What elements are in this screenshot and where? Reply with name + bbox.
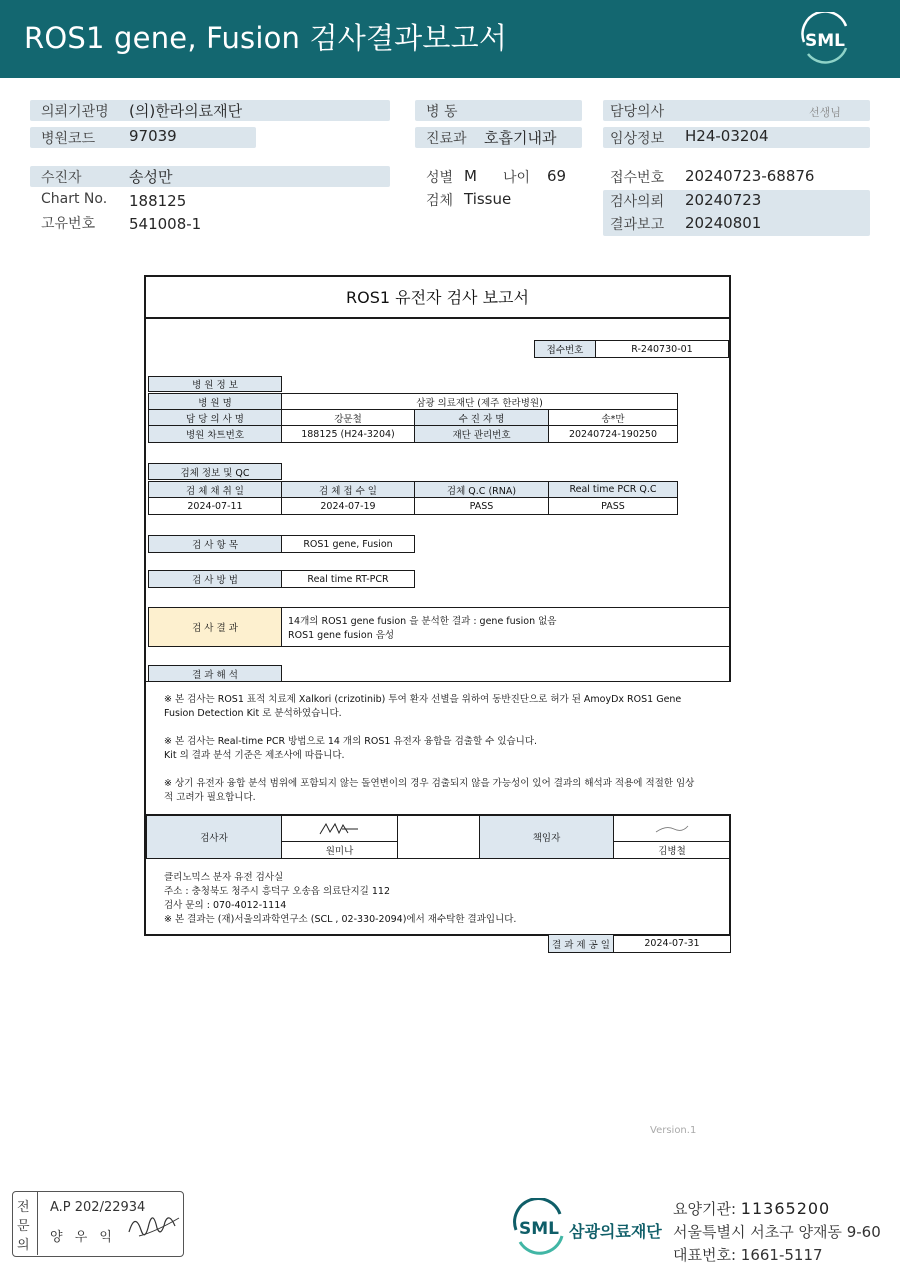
issue-date-label: 결 과 제 공 일 (548, 934, 614, 953)
footer-phone: 1661-5117 (740, 1246, 823, 1264)
sex-value: M (464, 167, 477, 185)
qc-value-2: PASS (414, 497, 549, 515)
foundation-no-label: 재단 관리번호 (414, 425, 549, 443)
doctor-name-value: 강문철 (281, 409, 415, 426)
specimen-qc-section: 검체 정보 및 QC (148, 463, 282, 480)
tester-signature-icon (318, 820, 362, 838)
dept-label: 진료과 (426, 131, 467, 147)
sex-label: 성별 (426, 170, 454, 186)
stamp-ap-number: A.P 202/22934 (50, 1200, 146, 1215)
specimen-label: 검체 (426, 193, 454, 209)
hospital-info-section: 병 원 정 보 (148, 376, 282, 392)
tester-signature (281, 815, 398, 842)
supervisor-signature (613, 815, 731, 842)
qc-value-3: PASS (548, 497, 678, 515)
stamp-char-2: 문 (17, 1219, 30, 1234)
request-label: 검사의뢰 (610, 194, 665, 210)
footer-phone-label: 대표번호: (673, 1246, 737, 1264)
hospital-code-value: 97039 (129, 127, 177, 145)
receipt-no-value: R-240730-01 (595, 340, 729, 358)
tester-label: 검사자 (146, 815, 282, 859)
patient-name-label: 수진자 (41, 170, 82, 186)
qc-header-2: 검체 Q.C (RNA) (414, 481, 549, 498)
doctor-label: 담당의사 (610, 104, 665, 120)
receipt-value: 20240723-68876 (685, 167, 815, 185)
receipt-label: 접수번호 (610, 170, 665, 186)
sml-logo-icon (796, 12, 854, 64)
test-method-value: Real time RT-PCR (281, 570, 415, 588)
ward-label: 병 동 (426, 104, 458, 120)
supervisor-signature-icon (652, 821, 692, 837)
foundation-no-value: 20240724-190250 (548, 425, 678, 443)
result-box (281, 607, 731, 647)
scanned-report-title: ROS1 유전자 검사 보고서 (146, 277, 729, 319)
request-value: 20240723 (685, 191, 762, 209)
report-date-value: 20240801 (685, 214, 762, 232)
sml-logo-text: SML (805, 31, 845, 51)
stamp-doctor-name: 양 우 익 (50, 1230, 116, 1245)
unique-id-value: 541008-1 (129, 215, 202, 233)
footer-code: 11365200 (740, 1199, 831, 1218)
chart-no-value: 188125 (129, 192, 187, 210)
header-band (0, 0, 900, 78)
patient-name-value-cell: 송*만 (548, 409, 678, 426)
qc-header-3: Real time PCR Q.C (548, 481, 678, 498)
footer-phone-row (673, 1244, 823, 1265)
chart-no-label-cell: 병원 차트번호 (148, 425, 282, 443)
test-item-value: ROS1 gene, Fusion (281, 535, 415, 553)
interpretation-section: 결 과 해 석 (148, 665, 282, 682)
qc-value-0: 2024-07-11 (148, 497, 282, 515)
lab-line-3: ※ 본 결과는 (재)서울의과학연구소 (SCL , 02-330-2094)에서 재수탁한 결과입니다. (164, 914, 517, 925)
specialist-stamp (12, 1191, 184, 1257)
report-title: ROS1 gene, Fusion 검사결과보고서 (24, 21, 508, 55)
hospital-name-label: 병 원 명 (148, 393, 282, 410)
hospital-code-label: 병원코드 (41, 131, 96, 147)
age-label: 나이 (503, 170, 531, 186)
footer-code-label: 요양기관: (673, 1200, 737, 1218)
tester-name: 원미나 (281, 841, 398, 859)
clinical-info-value: H24-03204 (685, 127, 769, 145)
unique-id-label: 고유번호 (41, 216, 96, 232)
qc-value-1: 2024-07-19 (281, 497, 415, 515)
footer-brand: 삼광의료재단 (569, 1222, 662, 1241)
scanned-report (144, 275, 731, 936)
result-line-2: ROS1 gene fusion 음성 (288, 630, 395, 641)
sml-footer-logo-icon (510, 1198, 568, 1256)
interp-line-5: 적 고려가 필요합니다. (164, 792, 256, 803)
supervisor-label: 책임자 (479, 815, 614, 859)
test-method-label: 검 사 방 법 (148, 570, 282, 588)
interp-line-2: ※ 본 검사는 Real-time PCR 방법으로 14 개의 ROS1 유전자 융합을 검출할 수 있습니다. (164, 736, 538, 747)
stamp-char-1: 전 (17, 1200, 30, 1215)
clinical-info-label: 임상정보 (610, 131, 665, 147)
interp-line-3: Kit 의 결과 분석 기준은 제조사에 따릅니다. (164, 750, 345, 761)
doctor-name-label: 담 당 의 사 명 (148, 409, 282, 426)
interp-line-4: ※ 상기 유전자 융합 분석 범위에 포함되지 않는 돌연변이의 경우 검출되지 않을 가능성이 있어 결과의 해석과 적용에 적절한 임상 (164, 778, 695, 789)
patient-name-bar (30, 166, 390, 187)
blank-cell (397, 815, 480, 859)
chart-no-value-cell: 188125 (H24-3204) (281, 425, 415, 443)
receipt-no-label: 접수번호 (534, 340, 596, 358)
version-label: Version.1 (650, 1125, 697, 1136)
issue-date-value: 2024-07-31 (613, 934, 731, 953)
supervisor-name: 김병철 (613, 841, 731, 859)
chart-no-label: Chart No. (41, 191, 108, 207)
qc-header-0: 검 체 채 취 일 (148, 481, 282, 498)
stamp-divider (37, 1192, 38, 1255)
footer-address: 서울특별시 서초구 양재동 9-60 (673, 1223, 881, 1241)
age-value: 69 (547, 167, 567, 185)
interp-line-1: Fusion Detection Kit 로 분석하였습니다. (164, 708, 342, 719)
lab-line-1: 주소 : 충청북도 청주시 흥덕구 오송읍 의료단지길 112 (164, 886, 391, 897)
hospital-name-value: 삼광 의료재단 (제주 한라병원) (281, 393, 678, 410)
qc-header-1: 검 체 접 수 일 (281, 481, 415, 498)
result-label: 검 사 결 과 (148, 607, 282, 647)
lab-line-2: 검사 문의 : 070-4012-1114 (164, 900, 287, 911)
dept-value: 호흡기내과 (484, 129, 557, 147)
institution-label: 의뢰기관명 (41, 104, 109, 120)
result-line-1: 14개의 ROS1 gene fusion 을 분석한 결과 : gene fusion 없음 (288, 616, 557, 627)
stamp-char-3: 의 (17, 1238, 30, 1253)
specimen-value: Tissue (464, 190, 512, 208)
doctor-suffix: 선생님 (809, 106, 841, 119)
institution-value: (의)한라의료재단 (129, 102, 243, 120)
sml-footer-logo-text: SML (519, 1219, 559, 1239)
patient-name-label-cell: 수 진 자 명 (414, 409, 549, 426)
report-date-label: 결과보고 (610, 217, 665, 233)
interp-line-0: ※ 본 검사는 ROS1 표적 치료제 Xalkori (crizotinib) 투여 환자 선별을 위하여 동반진단으로 허가 된 AmoyDx ROS1 Gene (164, 694, 682, 705)
lab-line-0: 클리노믹스 분자 유전 검사실 (164, 872, 284, 883)
stamp-signature-icon (125, 1202, 183, 1246)
test-item-label: 검 사 항 목 (148, 535, 282, 553)
patient-name-value: 송성만 (129, 168, 173, 186)
footer-code-row (673, 1198, 830, 1219)
